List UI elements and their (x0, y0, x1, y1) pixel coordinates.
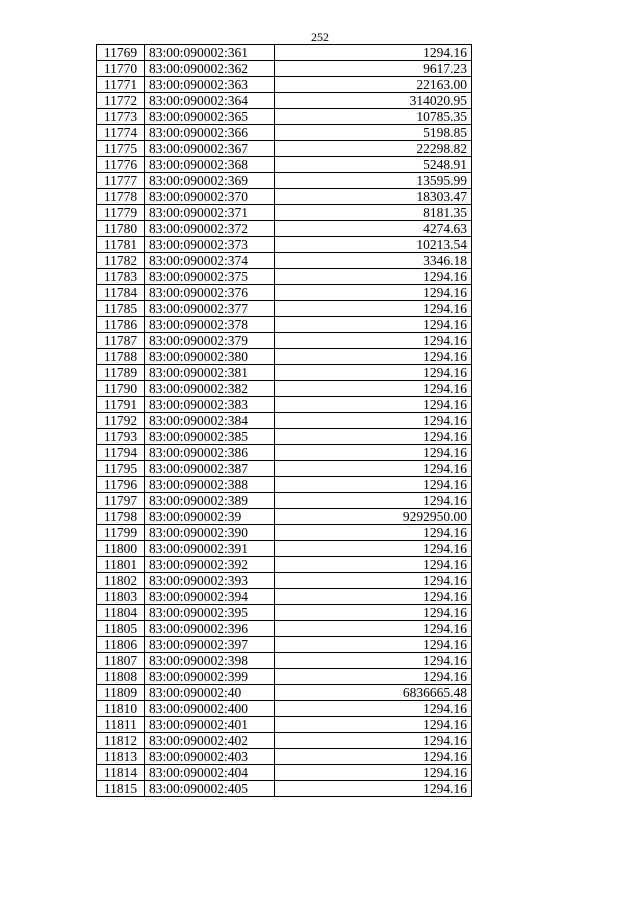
value-cell: 18303.47 (275, 189, 472, 205)
cadastral-number-cell: 83:00:090002:374 (145, 253, 275, 269)
table-row (97, 621, 472, 637)
cadastral-number-cell: 83:00:090002:367 (145, 141, 275, 157)
cadastral-number-cell: 83:00:090002:393 (145, 573, 275, 589)
row-number-cell: 11784 (97, 285, 145, 301)
cadastral-number-cell: 83:00:090002:381 (145, 365, 275, 381)
row-number-cell: 11774 (97, 125, 145, 141)
row-number-cell: 11797 (97, 493, 145, 509)
table-row (97, 541, 472, 557)
page-number: 252 (311, 30, 329, 44)
table-row (97, 669, 472, 685)
table-row (97, 237, 472, 253)
row-number-cell: 11796 (97, 477, 145, 493)
cadastral-number-cell: 83:00:090002:385 (145, 429, 275, 445)
value-cell: 1294.16 (275, 461, 472, 477)
row-number-cell: 11782 (97, 253, 145, 269)
value-cell: 1294.16 (275, 285, 472, 301)
table-row (97, 269, 472, 285)
value-cell: 1294.16 (275, 749, 472, 765)
table-row (97, 733, 472, 749)
cadastral-number-cell: 83:00:090002:364 (145, 93, 275, 109)
row-number-cell: 11815 (97, 781, 145, 797)
table-row (97, 605, 472, 621)
row-number-cell: 11776 (97, 157, 145, 173)
value-cell: 8181.35 (275, 205, 472, 221)
table-row (97, 685, 472, 701)
table-row (97, 445, 472, 461)
row-number-cell: 11813 (97, 749, 145, 765)
table-row (97, 157, 472, 173)
table-row (97, 109, 472, 125)
cadastral-number-cell: 83:00:090002:362 (145, 61, 275, 77)
value-cell: 1294.16 (275, 765, 472, 781)
cadastral-number-cell: 83:00:090002:378 (145, 317, 275, 333)
row-number-cell: 11789 (97, 365, 145, 381)
table-row (97, 45, 472, 61)
value-cell: 6836665.48 (275, 685, 472, 701)
row-number-cell: 11791 (97, 397, 145, 413)
row-number-cell: 11779 (97, 205, 145, 221)
cadastral-number-cell: 83:00:090002:384 (145, 413, 275, 429)
cadastral-number-cell: 83:00:090002:386 (145, 445, 275, 461)
row-number-cell: 11793 (97, 429, 145, 445)
table-row (97, 381, 472, 397)
table-row (97, 637, 472, 653)
cadastral-number-cell: 83:00:090002:399 (145, 669, 275, 685)
table-row (97, 93, 472, 109)
cadastral-number-cell: 83:00:090002:382 (145, 381, 275, 397)
cadastral-number-cell: 83:00:090002:372 (145, 221, 275, 237)
table-row (97, 765, 472, 781)
cadastral-number-cell: 83:00:090002:394 (145, 589, 275, 605)
cadastral-number-cell: 83:00:090002:401 (145, 717, 275, 733)
row-number-cell: 11802 (97, 573, 145, 589)
cadastral-value-table (96, 44, 472, 797)
cadastral-number-cell: 83:00:090002:368 (145, 157, 275, 173)
row-number-cell: 11773 (97, 109, 145, 125)
row-number-cell: 11772 (97, 93, 145, 109)
value-cell: 1294.16 (275, 333, 472, 349)
cadastral-number-cell: 83:00:090002:391 (145, 541, 275, 557)
row-number-cell: 11807 (97, 653, 145, 669)
table-row (97, 285, 472, 301)
value-cell: 1294.16 (275, 701, 472, 717)
cadastral-number-cell: 83:00:090002:375 (145, 269, 275, 285)
row-number-cell: 11795 (97, 461, 145, 477)
row-number-cell: 11799 (97, 525, 145, 541)
table-row (97, 221, 472, 237)
cadastral-number-cell: 83:00:090002:390 (145, 525, 275, 541)
table-row (97, 493, 472, 509)
value-cell: 1294.16 (275, 45, 472, 61)
cadastral-number-cell: 83:00:090002:398 (145, 653, 275, 669)
value-cell: 1294.16 (275, 381, 472, 397)
cadastral-number-cell: 83:00:090002:40 (145, 685, 275, 701)
cadastral-number-cell: 83:00:090002:379 (145, 333, 275, 349)
value-cell: 4274.63 (275, 221, 472, 237)
value-cell: 1294.16 (275, 317, 472, 333)
row-number-cell: 11814 (97, 765, 145, 781)
value-cell: 1294.16 (275, 669, 472, 685)
value-cell: 1294.16 (275, 429, 472, 445)
cadastral-number-cell: 83:00:090002:392 (145, 557, 275, 573)
row-number-cell: 11771 (97, 77, 145, 93)
row-number-cell: 11808 (97, 669, 145, 685)
table-row (97, 653, 472, 669)
table-row (97, 349, 472, 365)
table-row (97, 125, 472, 141)
cadastral-number-cell: 83:00:090002:404 (145, 765, 275, 781)
value-cell: 1294.16 (275, 637, 472, 653)
value-cell: 1294.16 (275, 413, 472, 429)
row-number-cell: 11787 (97, 333, 145, 349)
table-row (97, 397, 472, 413)
value-cell: 1294.16 (275, 301, 472, 317)
table-row (97, 589, 472, 605)
cadastral-number-cell: 83:00:090002:395 (145, 605, 275, 621)
value-cell: 3346.18 (275, 253, 472, 269)
value-cell: 1294.16 (275, 621, 472, 637)
row-number-cell: 11769 (97, 45, 145, 61)
row-number-cell: 11781 (97, 237, 145, 253)
value-cell: 10213.54 (275, 237, 472, 253)
value-cell: 22163.00 (275, 77, 472, 93)
cadastral-number-cell: 83:00:090002:361 (145, 45, 275, 61)
row-number-cell: 11806 (97, 637, 145, 653)
row-number-cell: 11775 (97, 141, 145, 157)
row-number-cell: 11804 (97, 605, 145, 621)
row-number-cell: 11805 (97, 621, 145, 637)
cadastral-number-cell: 83:00:090002:388 (145, 477, 275, 493)
value-cell: 1294.16 (275, 589, 472, 605)
cadastral-number-cell: 83:00:090002:405 (145, 781, 275, 797)
cadastral-number-cell: 83:00:090002:363 (145, 77, 275, 93)
value-cell: 1294.16 (275, 477, 472, 493)
value-cell: 1294.16 (275, 525, 472, 541)
row-number-cell: 11778 (97, 189, 145, 205)
table-row (97, 301, 472, 317)
cadastral-number-cell: 83:00:090002:373 (145, 237, 275, 253)
value-cell: 13595.99 (275, 173, 472, 189)
table-row (97, 573, 472, 589)
row-number-cell: 11809 (97, 685, 145, 701)
cadastral-number-cell: 83:00:090002:370 (145, 189, 275, 205)
table-row (97, 525, 472, 541)
table-row (97, 749, 472, 765)
cadastral-number-cell: 83:00:090002:402 (145, 733, 275, 749)
value-cell: 1294.16 (275, 573, 472, 589)
value-cell: 1294.16 (275, 653, 472, 669)
cadastral-number-cell: 83:00:090002:396 (145, 621, 275, 637)
value-cell: 1294.16 (275, 349, 472, 365)
row-number-cell: 11788 (97, 349, 145, 365)
cadastral-number-cell: 83:00:090002:387 (145, 461, 275, 477)
value-cell: 1294.16 (275, 445, 472, 461)
row-number-cell: 11794 (97, 445, 145, 461)
value-cell: 1294.16 (275, 493, 472, 509)
row-number-cell: 11770 (97, 61, 145, 77)
row-number-cell: 11811 (97, 717, 145, 733)
cadastral-number-cell: 83:00:090002:400 (145, 701, 275, 717)
cadastral-number-cell: 83:00:090002:376 (145, 285, 275, 301)
row-number-cell: 11803 (97, 589, 145, 605)
row-number-cell: 11792 (97, 413, 145, 429)
row-number-cell: 11810 (97, 701, 145, 717)
value-cell: 1294.16 (275, 781, 472, 797)
value-cell: 1294.16 (275, 557, 472, 573)
table-row (97, 77, 472, 93)
value-cell: 1294.16 (275, 717, 472, 733)
value-cell: 314020.95 (275, 93, 472, 109)
value-cell: 1294.16 (275, 269, 472, 285)
table-row (97, 317, 472, 333)
table-row (97, 477, 472, 493)
value-cell: 22298.82 (275, 141, 472, 157)
table-row (97, 781, 472, 797)
table-row (97, 413, 472, 429)
value-cell: 9292950.00 (275, 509, 472, 525)
cadastral-number-cell: 83:00:090002:397 (145, 637, 275, 653)
row-number-cell: 11812 (97, 733, 145, 749)
row-number-cell: 11785 (97, 301, 145, 317)
cadastral-number-cell: 83:00:090002:39 (145, 509, 275, 525)
cadastral-number-cell: 83:00:090002:366 (145, 125, 275, 141)
cadastral-number-cell: 83:00:090002:369 (145, 173, 275, 189)
table-row (97, 173, 472, 189)
value-cell: 9617.23 (275, 61, 472, 77)
cadastral-number-cell: 83:00:090002:380 (145, 349, 275, 365)
table-row (97, 253, 472, 269)
value-cell: 1294.16 (275, 733, 472, 749)
row-number-cell: 11801 (97, 557, 145, 573)
value-cell: 5198.85 (275, 125, 472, 141)
table-row (97, 205, 472, 221)
value-cell: 10785.35 (275, 109, 472, 125)
table-row (97, 509, 472, 525)
cadastral-number-cell: 83:00:090002:403 (145, 749, 275, 765)
row-number-cell: 11790 (97, 381, 145, 397)
row-number-cell: 11777 (97, 173, 145, 189)
table-row (97, 701, 472, 717)
cadastral-number-cell: 83:00:090002:389 (145, 493, 275, 509)
table-body (97, 45, 472, 797)
table-row (97, 333, 472, 349)
cadastral-number-cell: 83:00:090002:377 (145, 301, 275, 317)
table-row (97, 429, 472, 445)
value-cell: 1294.16 (275, 541, 472, 557)
value-cell: 1294.16 (275, 397, 472, 413)
row-number-cell: 11798 (97, 509, 145, 525)
table-row (97, 557, 472, 573)
table-row (97, 141, 472, 157)
value-cell: 1294.16 (275, 365, 472, 381)
row-number-cell: 11800 (97, 541, 145, 557)
row-number-cell: 11783 (97, 269, 145, 285)
row-number-cell: 11786 (97, 317, 145, 333)
table-row (97, 461, 472, 477)
value-cell: 5248.91 (275, 157, 472, 173)
table-row (97, 61, 472, 77)
table-row (97, 717, 472, 733)
table-row (97, 365, 472, 381)
table-row (97, 189, 472, 205)
cadastral-number-cell: 83:00:090002:365 (145, 109, 275, 125)
value-cell: 1294.16 (275, 605, 472, 621)
cadastral-number-cell: 83:00:090002:371 (145, 205, 275, 221)
cadastral-number-cell: 83:00:090002:383 (145, 397, 275, 413)
row-number-cell: 11780 (97, 221, 145, 237)
